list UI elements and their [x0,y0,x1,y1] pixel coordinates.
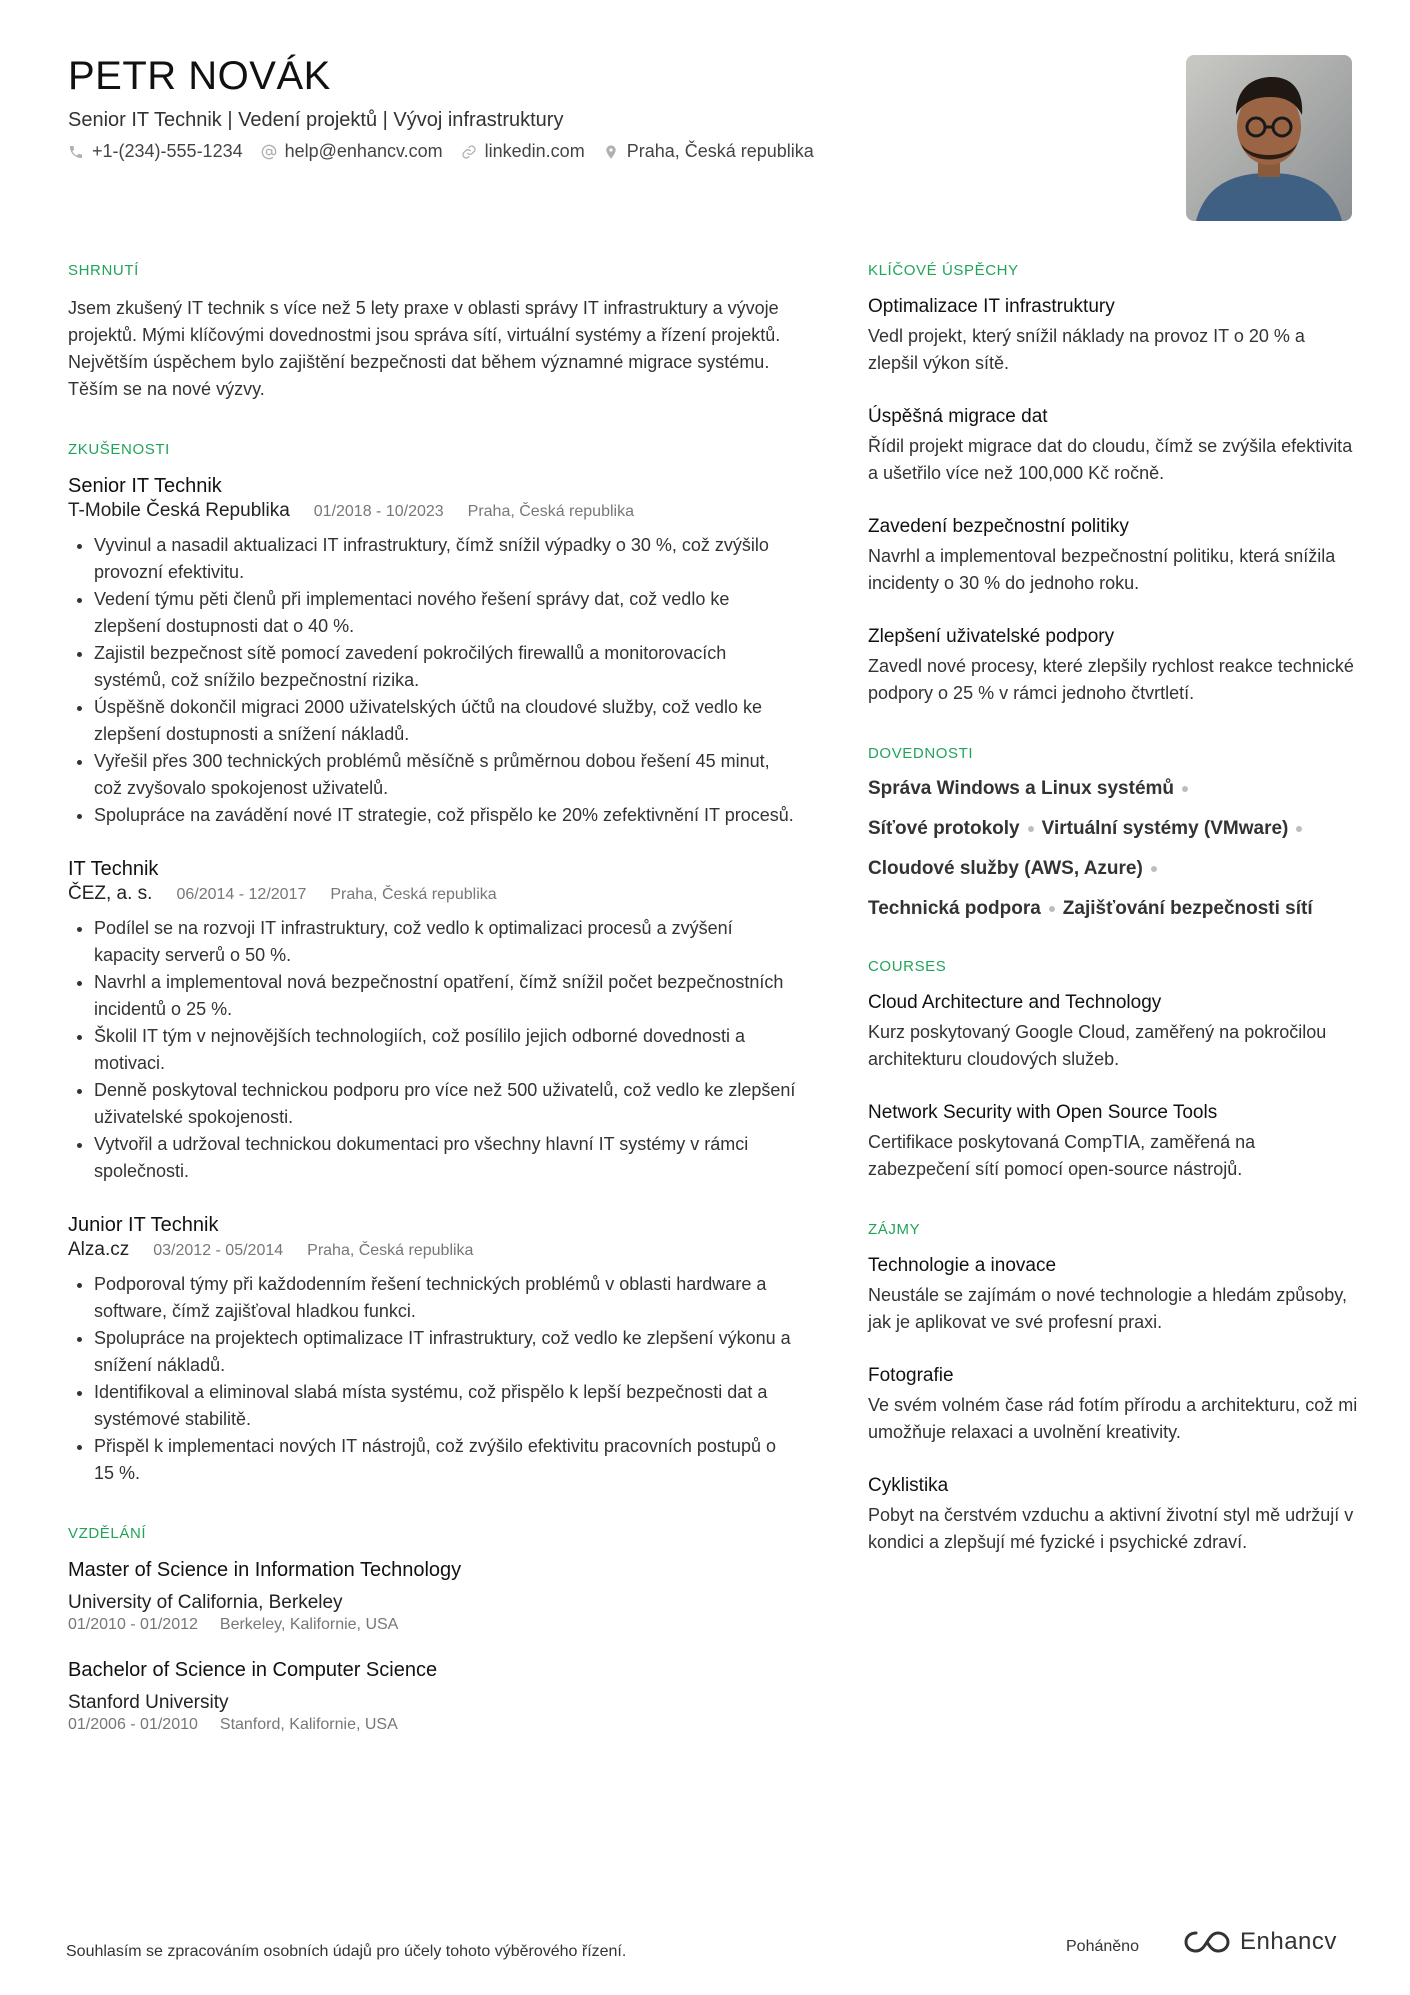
brand-name: Enhancv [1240,1928,1337,1955]
summary-heading: SHRNUTÍ [68,262,139,279]
job-bullet: • Vytvořil a udržoval technickou dokumentaci pro všechny hlavní IT systémy v rámci společnosti. [94,1131,798,1185]
job-bullet: • Navrhl a implementoval nová bezpečnostní opatření, čímž snížil počet bezpečnostních incidentů o 25 %. [94,969,798,1023]
job-meta [68,500,798,522]
left-column [68,262,798,1772]
phone-icon [68,144,84,160]
summary-section [68,262,798,403]
job-bullet: • Přispěl k implementaci nových IT nástrojů, což zvýšilo efektivitu pracovních postupů o 15 %. [94,1433,798,1487]
interest-item [868,1254,1358,1336]
interests-heading: ZÁJMY [868,1221,921,1238]
candidate-headline: Senior IT Technik | Vedení projektů | Vývoj infrastruktury [68,109,564,131]
achievement-text: Navrhl a implementoval bezpečnostní politiku, která snížila incidenty o 30 % do jednoho roku. [868,546,1336,593]
contact-location [603,141,814,162]
job-bullets [68,532,798,829]
job-bullet: • Vedení týmu pěti členů při implementaci nového řešení správy dat, což vedlo ke zlepšení dostupnosti dat o 40 %. [94,586,798,640]
location-icon [603,144,619,160]
interest-text: Pobyt na čerstvém vzduchu a aktivní životní styl mě udržují v kondici a zlepšují mé fyzické i psychické zdraví. [868,1505,1354,1552]
education-degree: Bachelor of Science in Computer Science [68,1659,438,1681]
education-meta [68,1616,798,1634]
course-item [868,1101,1358,1183]
skills-row [868,818,1358,840]
skills-heading: DOVEDNOSTI [868,745,974,762]
course-item [868,991,1358,1073]
job-title: IT Technik [68,858,159,880]
skill-item: Síťové protokoly [868,818,1020,839]
education-section [68,1525,798,1734]
courses-section [868,958,1358,1183]
job-bullet: • Vyvinul a nasadil aktualizaci IT infrastruktury, čímž snížil výpadky o 30 %, což zvýšilo provozní efektivitu. [94,532,798,586]
separator-dot [1182,786,1188,792]
contact-linkedin[interactable] [461,141,585,162]
job-location: Praha, Česká republika [330,886,497,903]
job-dates: 01/2018 - 10/2023 [313,503,444,520]
job-bullet: • Identifikoval a eliminoval slabá místa systému, což přispělo k lepší bezpečnosti dat a systémové stabilitě. [94,1379,798,1433]
skills-row [868,778,1358,800]
profile-photo [1186,55,1352,221]
achievement-title: Optimalizace IT infrastruktury [868,296,1115,317]
interest-title: Fotografie [868,1365,954,1386]
skill-item: Technická podpora [868,898,1041,919]
achievement-item [868,405,1358,487]
education-heading: VZDĚLÁNÍ [68,1525,147,1542]
phone-text: +1-(234)-555-1234 [92,141,243,161]
right-column [868,262,1358,1594]
consent-note: Souhlasím se zpracováním osobních údajů pro účely tohoto výběrového řízení. [66,1943,627,1960]
job-location: Praha, Česká republika [467,503,634,520]
experience-heading: ZKUŠENOSTI [68,441,170,458]
skills-row [868,858,1358,880]
job-dates: 03/2012 - 05/2014 [153,1242,284,1259]
education-dates: 01/2010 - 01/2012 [68,1616,198,1633]
link-icon [461,144,477,160]
job-meta [68,1239,798,1261]
skill-item: Virtuální systémy (VMware) [1041,818,1289,839]
education-school: Stanford University [68,1692,229,1713]
contact-phone [68,141,243,162]
job-bullet: • Podílel se na rozvoji IT infrastruktury, což vedlo k optimalizaci procesů a zvýšení kapacity serverů o 50 %. [94,915,798,969]
course-title: Network Security with Open Source Tools [868,1102,1218,1123]
separator-dot [1028,826,1034,832]
skills-list [868,778,1358,920]
job-bullet: • Zajistil bezpečnost sítě pomocí zavedení pokročilých firewallů a monitorovacích systémů, což snížilo bezpečnostní rizika. [94,640,798,694]
separator-dot [1296,826,1302,832]
education-school: University of California, Berkeley [68,1592,343,1613]
interest-title: Cyklistika [868,1475,949,1496]
email-text: help@enhancv.com [284,141,443,161]
skills-section [868,745,1358,920]
location-text: Praha, Česká republika [626,141,814,161]
experience-section [68,441,798,1487]
at-icon [261,144,277,160]
interest-title: Technologie a inovace [868,1255,1057,1276]
enhancv-logo-icon [1184,1929,1230,1955]
job-bullet: • Vyřešil přes 300 technických problémů měsíčně s průměrnou dobou řešení 45 minut, což zvyšovalo spokojenost uživatelů. [94,748,798,802]
job-bullet: • Spolupráce na projektech optimalizace IT infrastruktury, což vedlo ke zlepšení výkonu a snížení nákladů. [94,1325,798,1379]
education-entry [68,1658,798,1734]
interest-item [868,1364,1358,1446]
job-bullet: • Školil IT tým v nejnovějších technologiích, což posílilo jejich odborné dovednosti a motivaci. [94,1023,798,1077]
achievement-text: Řídil projekt migrace dat do cloudu, čímž se zvýšila efektivita a ušetřilo více než 100,000 Kč ročně. [868,436,1353,483]
job-bullet: • Podporoval týmy při každodenním řešení technických problémů v oblasti hardware a software, čímž zajišťoval hladkou funkci. [94,1271,798,1325]
separator-dot [1049,906,1055,912]
summary-text: Jsem zkušený IT technik s více než 5 lety praxe v oblasti správy IT infrastruktury a vývoje projektů. Mými klíčovými dovednostmi jsou správa sítí, virtuální systémy a řízení projektů. Největším úspěchem bylo zajištění bezpečnosti dat během významné migrace systému. Těším se na nové výzvy. [68,298,781,399]
job-bullets [68,915,798,1185]
skills-row [868,898,1358,920]
education-location: Berkeley, Kalifornie, USA [219,1616,399,1633]
job-entry [68,857,798,1185]
achievement-item [868,295,1358,377]
education-location: Stanford, Kalifornie, USA [219,1716,398,1733]
interest-text: Neustále se zajímám o nové technologie a hledám způsoby, jak je aplikovat ve své profesní praxi. [868,1285,1347,1332]
job-entry [68,1213,798,1487]
achievement-item [868,515,1358,597]
education-dates: 01/2006 - 01/2010 [68,1716,198,1733]
achievement-title: Zavedení bezpečnostní politiky [868,516,1129,537]
job-bullet: • Denně poskytoval technickou podporu pro více než 500 uživatelů, což vedlo ke zlepšení uživatelské spokojenosti. [94,1077,798,1131]
achievement-text: Vedl projekt, který snížil náklady na provoz IT o 20 % a zlepšil výkon sítě. [868,326,1305,373]
achievements-section [868,262,1358,707]
separator-dot [1151,866,1157,872]
job-entry [68,474,798,829]
job-bullet: • Spolupráce na zavádění nové IT strategie, což přispělo ke 20% zefektivnění IT procesů. [94,802,798,829]
job-dates: 06/2014 - 12/2017 [176,886,307,903]
course-text: Certifikace poskytovaná CompTIA, zaměřená na zabezpečení sítí pomocí open-source nástrojů. [868,1132,1256,1179]
achievement-title: Úspěšná migrace dat [868,406,1048,427]
linkedin-text: linkedin.com [484,141,585,161]
job-title: Junior IT Technik [68,1214,219,1236]
achievement-item [868,625,1358,707]
course-title: Cloud Architecture and Technology [868,992,1162,1013]
interests-section [868,1221,1358,1556]
powered-by-label: Poháněno [1066,1938,1139,1955]
job-location: Praha, Česká republika [307,1242,474,1259]
candidate-name: PETR NOVÁK [68,54,331,98]
job-meta [68,883,798,905]
contact-info [68,141,814,162]
course-text: Kurz poskytovaný Google Cloud, zaměřený na pokročilou architekturu cloudových služeb. [868,1022,1327,1069]
job-company: Alza.cz [68,1239,130,1260]
job-title: Senior IT Technik [68,475,222,497]
achievements-heading: KLÍČOVÉ ÚSPĚCHY [868,262,1019,279]
education-meta [68,1716,798,1734]
interest-item [868,1474,1358,1556]
brand-link[interactable] [1184,1928,1337,1956]
education-degree: Master of Science in Information Technology [68,1559,462,1581]
interest-text: Ve svém volném čase rád fotím přírodu a architekturu, což mi umožňuje relaxaci a uvolnění kreativity. [868,1395,1358,1442]
contact-email[interactable] [261,141,443,162]
education-entry [68,1558,798,1634]
achievement-text: Zavedl nové procesy, které zlepšily rychlost reakce technické podpory o 25 % v rámci jednoho čtvrtletí. [868,656,1354,703]
courses-heading: COURSES [868,958,947,975]
job-company: ČEZ, a. s. [68,883,153,904]
skill-item: Cloudové služby (AWS, Azure) [868,858,1143,879]
achievement-title: Zlepšení uživatelské podpory [868,626,1115,647]
job-bullets [68,1271,798,1487]
job-bullet: • Úspěšně dokončil migraci 2000 uživatelských účtů na cloudové služby, což vedlo ke zlepšení dostupnosti a snížení nákladů. [94,694,798,748]
skill-item: Správa Windows a Linux systémů [868,778,1175,799]
skill-item: Zajišťování bezpečnosti sítí [1062,898,1313,919]
job-company: T-Mobile Česká Republika [68,500,290,521]
